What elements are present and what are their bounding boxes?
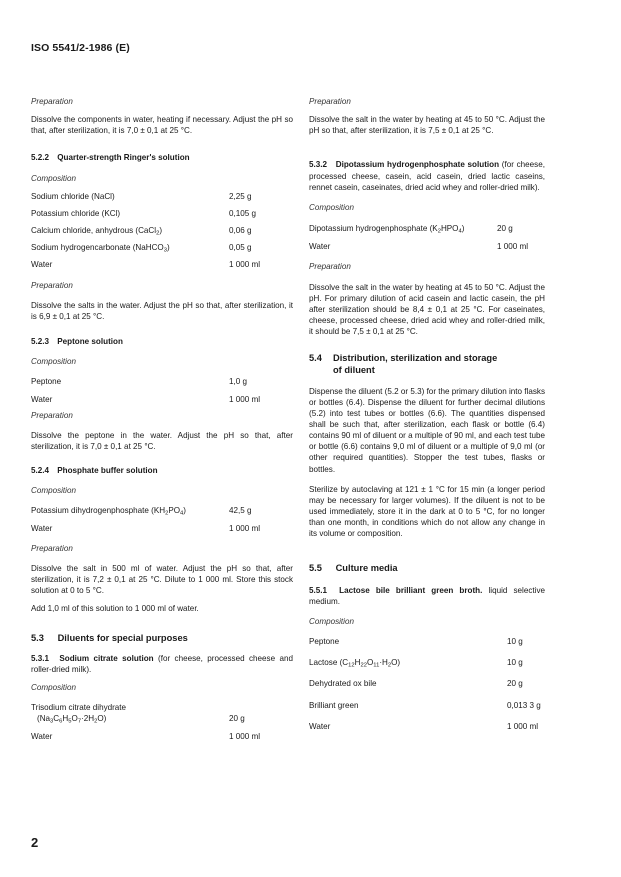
ingredient-quantity: 42,5 g xyxy=(229,506,252,516)
ingredient-quantity: 2,25 g xyxy=(229,191,252,201)
preparation-heading: Preparation xyxy=(31,280,73,290)
ingredient-quantity: 1 000 ml xyxy=(229,260,261,270)
ingredient-name: Peptone xyxy=(309,637,340,647)
section-5-2-3-heading xyxy=(31,336,293,347)
preparation-text: Dissolve the salt in 500 ml of water. Adjust the pH so that, after sterilization, it is 7,2 ± 0,1 at 25 °C. Dilute to 1 000 ml. Store this stock solution at 0 to 5 °C. xyxy=(31,563,293,596)
preparation-heading: Preparation xyxy=(309,262,351,272)
ingredient-quantity: 1 000 ml xyxy=(497,242,529,252)
preparation-text: Dissolve the components in water, heating if necessary. Adjust the pH so that, after sterilization, it is 7,0 ± 0,1 at 25 °C. xyxy=(31,115,293,136)
ingredient-name: Water xyxy=(309,242,331,252)
preparation-heading: Preparation xyxy=(31,410,73,420)
section-5-3-heading xyxy=(31,632,293,644)
ingredient-quantity: 0,105 g xyxy=(229,208,257,218)
ingredient-row xyxy=(309,636,545,647)
section-5-2-2-heading xyxy=(31,152,293,163)
ingredient-row xyxy=(309,721,545,732)
page-number: 2 xyxy=(31,835,39,850)
ingredient-quantity: 1 000 ml xyxy=(507,721,539,731)
section-5-5-1-heading xyxy=(309,585,545,607)
ingredient-quantity: 10 g xyxy=(507,658,523,668)
ingredient-row xyxy=(309,241,545,252)
ingredient-quantity: 20 g xyxy=(229,714,245,724)
ingredient-row xyxy=(31,208,293,219)
section-intro: (for cheese, processed cheese and roller-dried milk). xyxy=(31,653,293,674)
section-5-4-heading xyxy=(309,352,545,376)
ingredient-quantity: 20 g xyxy=(497,224,513,234)
right-column xyxy=(309,96,545,732)
sterilization-paragraph: Sterilize by autoclaving at 121 ± 1 °C for 15 min (a longer period may be necessary for larger volumes). If the diluent is not to be used immediately, store it in the dark at 0 to 5 °C, for no longer than one month, in conditions which do not allow any change in its volume or composition. xyxy=(309,484,545,539)
ingredient-name: Calcium chloride, anhydrous (CaCl$_2$) xyxy=(31,226,163,237)
section-number: 5.2.2 xyxy=(31,153,50,163)
ingredient-row xyxy=(31,191,293,202)
ingredient-name: Potassium chloride (KCl) xyxy=(31,208,121,218)
section-number: 5.2.3 xyxy=(31,337,50,347)
section-number: 5.3 xyxy=(31,632,44,643)
ingredient-row xyxy=(309,657,545,668)
ingredient-name: Potassium dihydrogenphosphate $(KH_2PO_4)$ xyxy=(31,506,186,517)
preparation-heading: Preparation xyxy=(31,543,73,553)
ingredient-row xyxy=(31,259,293,270)
composition-heading: Composition xyxy=(309,616,354,626)
ingredient-row xyxy=(309,678,545,689)
preparation-heading: Preparation xyxy=(31,97,73,106)
ingredient-quantity: 1,0 g xyxy=(229,377,248,387)
composition-heading: Composition xyxy=(31,357,76,367)
ingredient-row xyxy=(309,223,545,234)
ingredient-quantity: 20 g xyxy=(507,679,523,689)
ingredient-name: Peptone xyxy=(31,377,62,387)
preparation-text: Dissolve the peptone in the water. Adjust the pH so that, after sterilization, it is 7,0 ± 0,1 at 25 °C. xyxy=(31,430,293,451)
section-intro: (for cheese, processed cheese, casein, acid casein, dried lactic caseins, rennet casein, caseinates, dried acid whey and roller-dried milk). xyxy=(309,160,545,192)
section-title: Peptone solution xyxy=(57,337,123,347)
section-title: Sodium citrate solution xyxy=(59,653,154,663)
composition-heading: Composition xyxy=(31,486,76,496)
preparation-text: Dissolve the salt in the water by heating at 45 to 50 °C. Adjust the pH. For primary dilution of acid casein and lactic casein, the pH after sterilization should be 8,4 ± 0,1 at 25 °C. For caseinates, cheese, processed cheese, dried acid whey and roller-dried milk, it should be 7,5 ± 0,1 at 25 °C. xyxy=(309,282,545,337)
ingredient-row xyxy=(31,523,293,534)
ingredient-name: Water xyxy=(31,523,53,533)
section-number: 5.3.1 xyxy=(31,653,50,663)
ingredient-name: Sodium chloride (NaCl) xyxy=(31,191,115,201)
ingredient-quantity: 0,05 g xyxy=(229,243,252,253)
ingredient-list xyxy=(31,702,293,742)
section-title: Culture media xyxy=(335,562,398,573)
ingredient-quantity: 1 000 ml xyxy=(229,523,261,533)
section-title: Quarter-strength Ringer's solution xyxy=(57,153,190,163)
section-title: Diluents for special purposes xyxy=(57,632,188,643)
ingredient-list xyxy=(309,223,545,252)
ingredient-row xyxy=(31,394,293,405)
section-number: 5.5.1 xyxy=(309,585,328,595)
ingredient-name: Trisodium citrate dihydrate $(Na_3C_6H_5O_7\cdot 2H_2O)$ xyxy=(31,703,127,725)
ingredient-name: Lactose $(C_{12}H_{22}O_{11}\cdot H_2O)$ xyxy=(309,658,401,669)
ingredient-row xyxy=(31,731,293,742)
ingredient-row xyxy=(31,225,293,236)
preparation-text: Dissolve the salts in the water. Adjust the pH so that, after sterilization, it is 6,9 ± 0,1 at 25 °C. xyxy=(31,300,293,321)
left-column xyxy=(31,96,293,743)
composition-heading: Composition xyxy=(31,173,76,183)
ingredient-quantity: 10 g xyxy=(507,637,523,647)
ingredient-row xyxy=(31,505,293,516)
section-5-3-1-heading xyxy=(31,653,293,675)
distribution-paragraph: Dispense the diluent (5.2 or 5.3) for the primary dilution into flasks or bottles (6.4). Dispense the diluent for further decimal dilutions (5.2) into test tubes or bottles (6.6). The quantities dispensed shall be such that, after sterilization, each flask or bottle (6.4) contains 90 ml of diluent or a multiple of 90 ml, and each test tube or bottle (6.6) contains 9,0 ml of diluent or a multiple of 9,0 ml (or other required quantities). Stopper the test tubes, flasks or bottles. xyxy=(309,386,545,474)
section-number: 5.5 xyxy=(309,562,322,573)
preparation-text: Dissolve the salt in the water by heating at 45 to 50 °C. Adjust the pH so that, after sterilization, it is 7,5 ± 0,1 at 25 °C. xyxy=(309,115,545,136)
ingredient-name: Water xyxy=(31,732,53,742)
section-title: Phosphate buffer solution xyxy=(57,466,158,476)
ingredient-list xyxy=(309,636,545,732)
section-title-continued: of diluent xyxy=(333,365,375,376)
section-number: 5.3.2 xyxy=(309,160,328,170)
section-title: Dipotassium hydrogenphosphate solution xyxy=(335,160,500,170)
ingredient-list xyxy=(31,505,293,533)
composition-heading: Composition xyxy=(31,682,76,692)
ingredient-row xyxy=(31,242,293,253)
ingredient-name: Water xyxy=(31,260,53,270)
ingredient-name: Water xyxy=(309,721,331,731)
section-number: 5.4 xyxy=(309,353,322,364)
section-intro: liquid selective medium. xyxy=(309,585,545,606)
ingredient-name: Water xyxy=(31,394,53,404)
ingredient-row xyxy=(309,700,545,711)
ingredient-list xyxy=(31,376,293,404)
ingredient-name: Dehydrated ox bile xyxy=(309,679,377,689)
preparation-heading: Preparation xyxy=(309,97,351,106)
ingredient-row xyxy=(31,376,293,387)
section-5-3-2-heading xyxy=(309,159,545,192)
composition-heading: Composition xyxy=(309,202,354,212)
ingredient-list xyxy=(31,191,293,271)
section-title: Lactose bile brilliant green broth. xyxy=(339,585,483,595)
ingredient-name: Dipotassium hydrogenphosphate $(K_2HPO_4)$ xyxy=(309,224,465,235)
standard-identifier: ISO 5541/2-1986 (E) xyxy=(31,42,130,54)
ingredient-row xyxy=(31,702,293,724)
section-number: 5.2.4 xyxy=(31,466,50,476)
ingredient-name: Sodium hydrogencarbonate (NaHCO$_3$) xyxy=(31,243,170,254)
section-5-2-4-heading xyxy=(31,465,293,476)
section-title: Distribution, sterilization and storage xyxy=(333,353,498,364)
ingredient-quantity: 0,06 g xyxy=(229,226,252,236)
ingredient-name: Brilliant green xyxy=(309,700,359,710)
ingredient-quantity: 0,013 3 g xyxy=(507,700,541,710)
ingredient-quantity: 1 000 ml xyxy=(229,732,261,742)
preparation-text: Add 1,0 ml of this solution to 1 000 ml of water. xyxy=(31,604,199,614)
section-5-5-heading xyxy=(309,562,545,574)
ingredient-quantity: 1 000 ml xyxy=(229,394,261,404)
